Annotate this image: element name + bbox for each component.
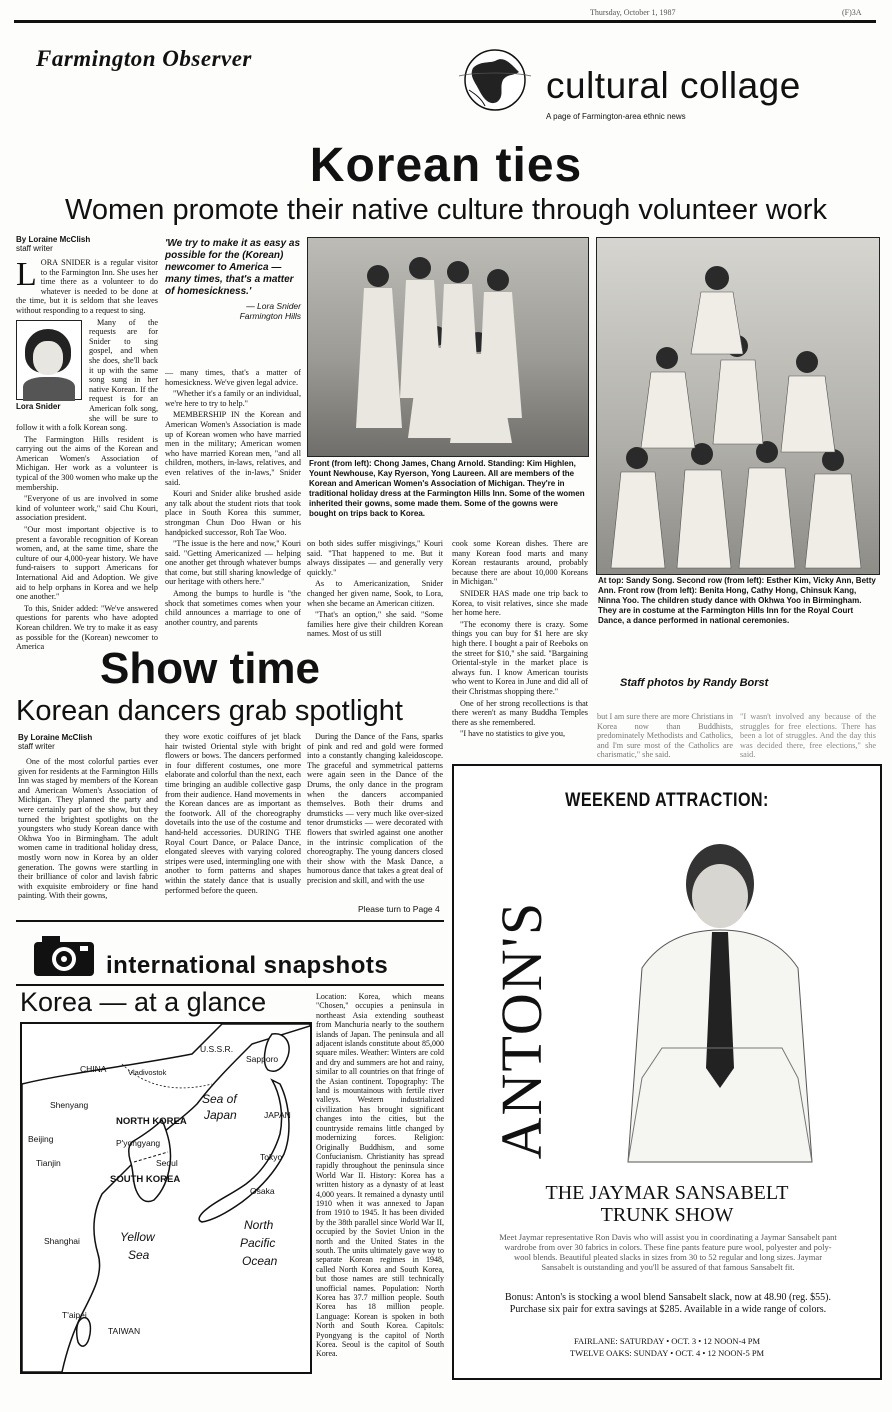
- antons-ad[interactable]: [452, 764, 882, 1380]
- paragraph: Among the bumps to hurdle is "the shock that sometimes comes when your child announces a marriage to one of another country, and parents: [165, 589, 301, 627]
- paragraph: — many times, that's a matter of homesickness. We've given legal advice.: [165, 368, 301, 387]
- map-label-sea: Sea: [128, 1248, 150, 1262]
- paragraph: ORA SNIDER is a regular visitor to the Farmington Inn. She uses her time there as a volunteer to do whatever is needed to be done at the time, but it is seldom that she leaves without responding to a request to sing.: [16, 258, 158, 315]
- map-label-vladivostok: Vladivostok: [128, 1068, 167, 1077]
- camera-icon: [32, 934, 96, 978]
- paragraph: As to Americanization, Snider changed her given name, Sook, to Lora, when she became an American citizen.: [307, 579, 443, 608]
- paragraph: "Whether it's a family or an individual, we're here to try to help.": [165, 389, 301, 408]
- paragraph: "Everyone of us are involved in some kind of volunteer work," said Chu Kouri, association president.: [16, 494, 158, 523]
- ad-model-photo: [582, 818, 858, 1162]
- main-headline: Korean ties: [309, 139, 583, 192]
- group-photo-women: [307, 237, 589, 457]
- page-number: (F)3A: [842, 8, 862, 17]
- paragraph: Many of the requests are for Snider to sing gospel, and when she does, she'll back it up with the same song sung in her native Korean. If the request is for an American folk song, she will be sure to follow it with a folk Korean song.: [16, 317, 158, 433]
- portrait-block: [16, 320, 84, 412]
- paragraph: SNIDER HAS made one trip back to Korea, to visit relatives, since she made her home here.: [452, 588, 588, 618]
- main-col-1: [16, 258, 158, 686]
- date-line: Thursday, October 1, 1987: [590, 8, 676, 17]
- snapshots-banner: international snapshots: [106, 952, 389, 979]
- ad-title-2: TRUNK SHOW: [600, 1204, 734, 1226]
- ad-label: WEEKEND ATTRACTION:: [565, 790, 769, 811]
- paragraph: "The economy there is crazy. Some things you can buy for $1 here are sky high there. I bought a pair of Reeboks on the street for $10," she said. "Bargaining Oriental-style in the market place is always fun. I know American tourists who went to Korea in June and did all of their Christmas shopping there.": [452, 619, 588, 696]
- show-headline: Show time: [100, 644, 321, 693]
- map-label-shenyang: Shenyang: [50, 1100, 89, 1110]
- map-label-sea-of: Sea of: [202, 1092, 237, 1106]
- map-label-seoul: Seoul: [156, 1158, 178, 1168]
- photo-credit: Staff photos by Randy Borst: [620, 677, 769, 689]
- map-label-tianjin: Tianjin: [36, 1158, 61, 1168]
- main-subhead: Women promote their native culture through volunteer work: [65, 194, 827, 226]
- continued-line[interactable]: Please turn to Page 4: [358, 904, 440, 914]
- ad-title-1: THE JAYMAR SANSABELT: [545, 1182, 789, 1204]
- main-col-4: [452, 539, 588, 754]
- paragraph: "I wasn't involved any because of the struggles for free elections. There has been a lot of struggles. And the day this was decided there, free elections," she said.: [740, 712, 876, 760]
- map-label-taipei: T'aipei: [62, 1310, 87, 1320]
- portrait-caption: Lora Snider: [16, 401, 61, 411]
- map-label-sapporo: Sapporo: [246, 1054, 279, 1064]
- paragraph: "I have no statistics to give you,: [460, 729, 565, 739]
- map-label-north-korea: NORTH KOREA: [116, 1116, 187, 1127]
- paragraph: The Farmington Hills resident is carrying out the aims of the Korean and American Women's Association of Michigan. Her work as a volunteer is typical of the 300 women who make up the membership.: [16, 434, 158, 492]
- map-label-tokyo: Tokyo: [260, 1152, 283, 1162]
- show-subhead: Korean dancers grab spotlight: [16, 695, 403, 727]
- pull-quote-place: Farmington Hills: [239, 311, 301, 321]
- map-label-pyongyang: P'yongyang: [116, 1138, 161, 1148]
- main-col-2: [165, 368, 301, 686]
- main-col-6: [740, 712, 876, 760]
- photo-1-caption: Front (from left): Chong James, Chang Arnold. Standing: Kim Highlen, Yount Newhouse, Kay Ryerson, Yong Laureen. All are members of the Korean and American Women's Association of Michigan. They're in traditional holiday dress at the Farmington Hills Inn. Some of the women inherited their gowns, some made them. Some of the gowns were bought on trips back to Korea.: [309, 459, 585, 518]
- show-byline: By Loraine McClish: [18, 733, 93, 742]
- main-col-5: [597, 712, 733, 760]
- map-label-japan-sea: Japan: [204, 1108, 237, 1122]
- paragraph: on both sides suffer misgivings," Kouri said. "That happened to me. But it always dissipates — and generally very quickly.": [307, 539, 443, 577]
- map-label-south-korea: SOUTH KOREA: [110, 1174, 181, 1185]
- map-label-yellow: Yellow: [120, 1230, 155, 1244]
- show-byline-role: staff writer: [18, 742, 55, 751]
- drop-cap: L: [16, 256, 37, 293]
- paragraph: "The issue is the here and now," Kouri said. "Getting Americanized — helping one another get through whatever bumps that come, but still sharing knowledge of our heritage with others here.": [165, 539, 301, 587]
- pull-quote-attribution: — Lora Snider: [246, 301, 301, 311]
- ad-brand: ANTON'S: [489, 900, 554, 1160]
- group-photo-children: [596, 237, 880, 575]
- paragraph: "Our most important objective is to present a favorable recognition of Korean women, and, at the same time, share the culture of our 4,000-year history. We have fund-raisers to support Americans for International Aid and Adoption. We give aid to help orphans in Korea and we help one another.": [16, 525, 158, 602]
- paragraph: "That's an option," she said. "Some families here give their children Korean names. Most of us still: [307, 610, 443, 639]
- map-label-shanghai: Shanghai: [44, 1236, 80, 1246]
- paragraph: but I am sure there are more Christians in Korea now than Buddhists, predominately Methodists and Catholics, and I'm sure most of the Catholics are charismatic," she said.: [597, 712, 733, 760]
- show-col-1: One of the most colorful parties ever given for residents at the Farmington Hills Inn was staged by members of the Korean and American Women's Association of Michigan. They planned the party and were certainly part of the show, but they turned the brightest spotlights on the youngsters who study Korean dance with Okhwa Yoo in Birmingham. The adult women came in traditional holiday dress, mostly worn now in Korea by an older generation. The gowns were startling in their brilliance of color and lavish fabric with exquisite embroidery or fine hand painting. With their gowns,: [18, 757, 158, 901]
- show-bottom-rule: [16, 920, 444, 922]
- main-col-3: [307, 539, 443, 651]
- paragraph: To this, Snider added: "We've answered questions for parents who have adopted Korean children. We try to make it as easy as possible for the (Korean) newcomer to America: [16, 603, 158, 652]
- section-subtitle: A page of Farmington-area ethnic news: [546, 112, 686, 121]
- ad-bonus: Bonus: Anton's is stocking a wool blend Sansabelt slack, now at 48.90 (reg. $55). Purchase six pair for extra savings at $285. Available in a wide range of colors.: [505, 1292, 831, 1315]
- map-label-china: CHINA: [80, 1064, 107, 1074]
- pull-quote-text: 'We try to make it as easy as possible for the (Korean) newcomer to America — many times, that's a matter of homesickness.': [165, 238, 301, 297]
- map-label-osaka: Osaka: [250, 1186, 275, 1196]
- paragraph: cook some Korean dishes. There are many Korean food marts and many Korean restaurants around, probably because there are about 10,000 Koreans in Michigan.": [452, 539, 588, 587]
- top-rule: [14, 20, 876, 23]
- ad-brand-vertical: [489, 820, 554, 1232]
- photo-2-caption: At top: Sandy Song. Second row (from left): Esther Kim, Vicky Ann, Betty Ann. Front row (from left): Benita Hong, Cathy Hong, Chinsuk Kang, Ninna Yoo. The children study dance with Okhwa Yoo in Birmingham. They are in costume at the Farmington Hills Inn for the Royal Court Dance, a dance performed in national ceremonies.: [598, 576, 876, 625]
- glance-text: Location: Korea, which means "Chosen," occupies a peninsula in northeast Asia extending southeast from Manchuria nearly to the southern islands of Japan. The peninsula and all adjacent islands constitute about 85,000 square miles. Weather: Winters are cold and dry and summers are hot and rainy, similar to all countries on that fringe of the Asian continent. Topography: The land is mountainous with fertile river valleys. Western industrialized civilization has brought significant changes into the cities, but the countryside remains little changed by modernizing forces. Religion: Originally Buddhism, and some Confucianism. Christianity has spread rapidly throughout the peninsula since World War II. History: Korea has a written history as a dynasty of at least 4,000 years. It remained a dynasty until 1910 when it was annexed to Japan from 1910 to 1945. It has been divided by the 38th parallel since World War II, occupied by the Soviet Union in the north and the United States in the south. The units ultimately gave way to separate Korean regimes in 1948, called North Korea and South Korea, but those names are still technically unofficial names. Population: North Korea has 37.7 million people. South Korea has 18 million people. Language: Korean is spoken in both North and South Korea. Capitols: Pyongyang is the capitol of North Korea. Seoul is the capitol of South Korea.: [316, 992, 444, 1359]
- map-label-ussr: U.S.S.R.: [200, 1044, 234, 1054]
- paragraph: Kouri and Snider alike brushed aside any talk about the student riots that took place in South Korea this summer, strongman Chun Doo Hwan or his handpicked successor, Roh Tae Woo.: [165, 489, 301, 537]
- ad-body: Meet Jaymar representative Ron Davis who will assist you in coordinating a Jaymar Sansabelt pant wardrobe from over 30 fabrics in colors. These fine pants feature pure wool, polyester and poly-wool blends. Beautiful pleated slacks in sizes from 30 to 52 regular and long sizes. Jaymar Sansabelt is outstanding and you'll be assured of that famous Sansabelt fit.: [499, 1232, 837, 1272]
- ad-location-1: FAIRLANE: SATURDAY • OCT. 3 • 12 NOON-4 PM: [573, 1336, 761, 1346]
- pull-quote: [165, 238, 301, 356]
- paragraph: MEMBERSHIP IN the Korean and American Women's Association is made up of Korean women who have married men in the military; American women who have married Korean men, "and all children, mothers, in-laws, relatives, and even relatives of the in-laws," Snider said.: [165, 410, 301, 487]
- paragraph: One of her strong recollections is that there weren't as many Buddha Temples there as she remembered.: [452, 698, 588, 727]
- map-label-ocean: Ocean: [242, 1254, 278, 1268]
- masthead: Farmington Observer: [36, 46, 252, 71]
- map-label-beijing: Beijing: [28, 1134, 54, 1144]
- show-col-3: During the Dance of the Fans, sparks of pink and red and gold were formed into a constantly changing kaleidoscope. The graceful and symmetrical patterns were again seen in the Dance of the Drums, the only dance in the program when the dancers accompanied themselves. Both their drums and drumsticks — very much like over-sized tenor drumsticks — were decorated with flowers that swirled against one another in the intrinsic complication of the choreography. The young dancers closed their show with the Mask Dance, a humorous dance that takes a great deal of precision and skill, and with the use: [307, 732, 443, 885]
- map-label-north: North: [244, 1218, 274, 1232]
- portrait-photo: [16, 320, 82, 400]
- ad-location-2: TWELVE OAKS: SUNDAY • OCT. 4 • 12 NOON-5 PM: [569, 1348, 765, 1358]
- byline-role: staff writer: [16, 244, 53, 253]
- glance-title: Korea — at a glance: [20, 987, 267, 1017]
- byline: By Loraine McClish: [16, 235, 91, 244]
- map-label-taiwan: TAIWAN: [108, 1326, 141, 1336]
- section-title: cultural collage: [546, 65, 801, 106]
- map-label-pacific: Pacific: [240, 1236, 276, 1250]
- show-col-2: they wore exotic coiffures of jet black hair twisted Oriental style with bright flowers or bows. The dancers performed in four different costumes, one more elaborate and colorful than the next, each time bringing an audible collective gasp from their audience. Hand movements in the Korean dances are as important as the footwork. All of the choreography dovetails into the use of the costume and hand-held accessories. DURING THE Royal Court Dance, or Palace Dance, elongated sleeves with varying colored stripes were used, intermingling one with another to form patterns and shapes within the stately dance that is usually performed before the queen.: [165, 732, 301, 895]
- map-label-japan: JAPAN: [264, 1110, 291, 1120]
- globe-icon: [455, 46, 535, 114]
- korea-map: [20, 1022, 312, 1374]
